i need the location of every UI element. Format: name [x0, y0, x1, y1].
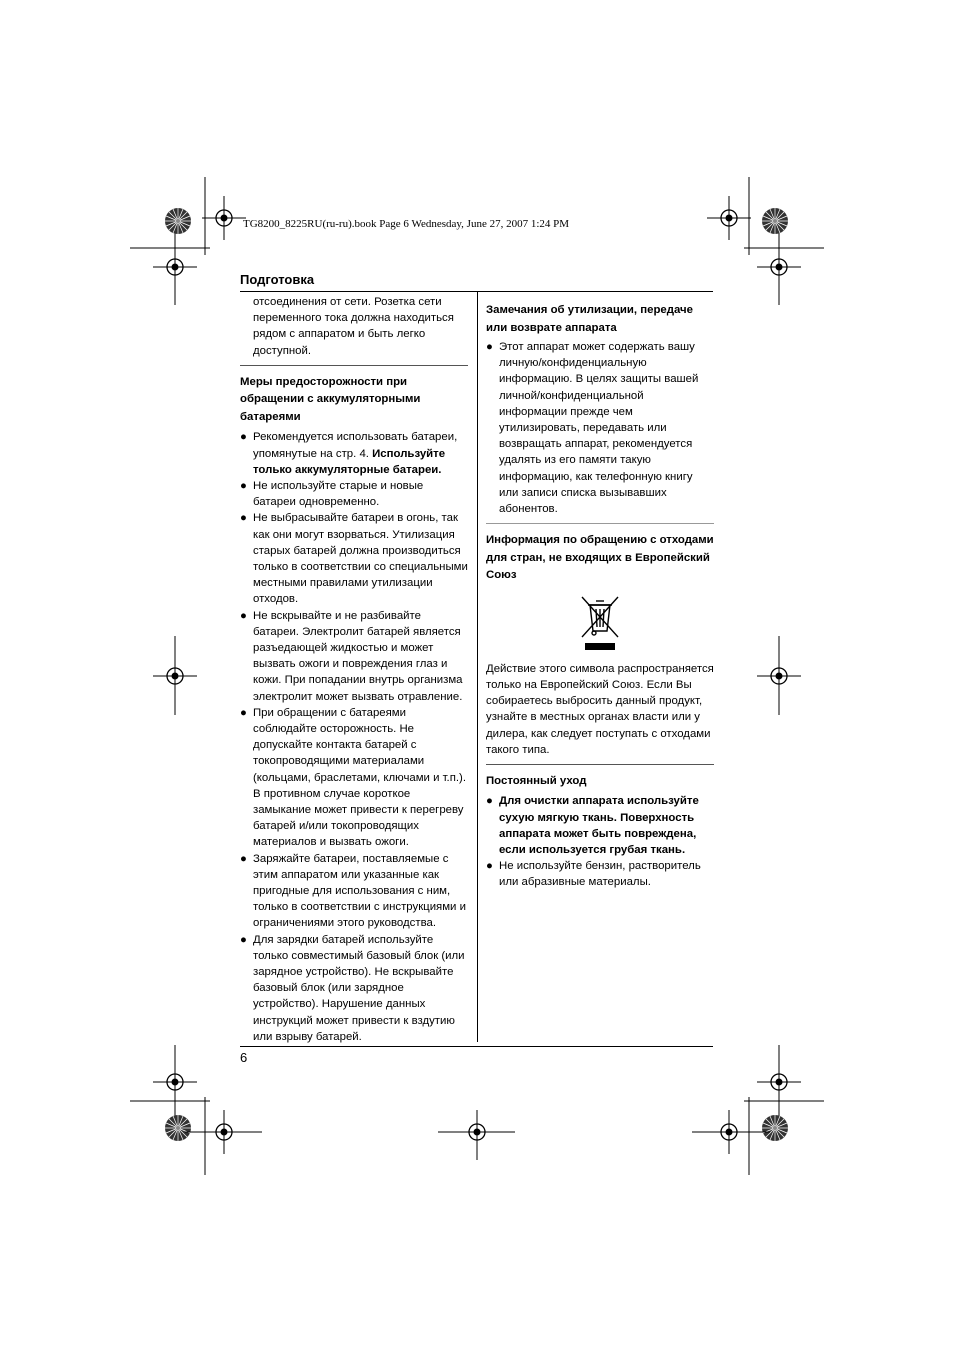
- battery-bullet: [240, 429, 468, 478]
- bullet-text: Не выбрасывайте батареи в огонь, так как они могут взорваться. Утилизация старых батарей должна производиться только в соответствии со специальными местными правилами утилизации отходов.: [253, 512, 468, 606]
- bullet-text: Для зарядки батарей используйте только совместимый базовый блок (или зарядное устройство). Не вскрывайте базовый блок (или зарядное устройство). Нарушение данных инструкций может привести к вздутию или взрыву батарей.: [253, 933, 465, 1043]
- waste-heading: Информация по обращению с отходами для стран, не входящих в Европейский Союз: [486, 534, 714, 582]
- intro-text: отсоединения от сети. Розетка сети переменного тока должна находиться рядом с аппаратом и быть легко доступной.: [253, 296, 454, 357]
- battery-bullet: [240, 851, 468, 932]
- column-divider: [477, 292, 478, 1042]
- bullet-bold-text: Используйте только аккумуляторные батареи.: [253, 447, 446, 476]
- bullet-text: Рекомендуется использовать батареи, упомянутые на стр. 4.: [253, 431, 458, 460]
- page-number: 6: [240, 1050, 248, 1065]
- footer-rule: [240, 1046, 713, 1047]
- bullet-icon: ●: [486, 341, 493, 353]
- bullet-icon: ●: [486, 795, 493, 808]
- left-column: [240, 294, 468, 1045]
- file-header: TG8200_8225RU(ru-ru).book Page 6 Wednesday, June 27, 2007 1:24 PM: [243, 218, 570, 230]
- bullet-icon: ●: [240, 933, 247, 946]
- disposal-bullet: [486, 339, 714, 517]
- bullet-icon: ●: [240, 512, 247, 525]
- bullet-text: Заряжайте батареи, поставляемые с этим аппаратом или указанные как пригодные для использования с ним, только в соответствии с инструкциями и ограничениями этого руководства.: [253, 852, 466, 930]
- bullet-text: Не используйте бензин, растворитель или абразивные материалы.: [499, 860, 701, 889]
- section-rule: [486, 523, 714, 524]
- bullet-icon: ●: [240, 479, 247, 492]
- care-bullet: [486, 793, 714, 858]
- bullet-bold-text: Для очистки аппарата используйте сухую мягкую ткань. Поверхность аппарата может быть повреждена, если используется грубая ткань.: [499, 795, 699, 857]
- battery-bullet: [240, 705, 468, 851]
- crossed-out-wheelie-bin-icon: [580, 595, 620, 653]
- battery-bullet: [240, 608, 468, 705]
- bullet-text: Не используйте старые и новые батареи одновременно.: [253, 479, 424, 509]
- bullet-icon: ●: [240, 431, 247, 444]
- waste-text: Действие этого символа распространяется только на Европейский Союз. Если Вы собираетесь выбросить данный продукт, узнайте в местных органах власти или у дилера, как следует поступать с отходами такого типа.: [486, 662, 714, 756]
- battery-bullet: [240, 510, 468, 607]
- bullet-text: Не вскрывайте и не разбивайте батареи. Электролит батарей является разъедающей жидкостью и может вызвать ожоги и повреждения глаз и кожи. При попадании внутрь организма электролит может вызвать отравление.: [253, 609, 463, 703]
- battery-heading: Меры предосторожности при обращении с аккумуляторными батареями: [240, 375, 421, 423]
- care-bullet: [486, 858, 714, 890]
- waste-icon-area: [486, 585, 714, 661]
- care-heading: Постоянный уход: [486, 774, 587, 787]
- section-title: Подготовка: [240, 272, 315, 287]
- section-rule: [486, 764, 714, 765]
- bullet-text: Этот аппарат может содержать вашу личную/конфиденциальную информацию. В целях защиты вашей личной/конфиденциальной информации прежде чем утилизировать, передавать или возвращать аппарат, рекомендуется удалять из его памяти такую информацию, как телефонную книгу или записи списка вызывавших абонентов.: [499, 341, 699, 516]
- bullet-icon: ●: [240, 706, 247, 719]
- bullet-icon: ●: [240, 852, 247, 865]
- bullet-icon: ●: [486, 860, 493, 873]
- bullet-text: При обращении с батареями соблюдайте осторожность. Не допускайте контакта батарей с токопроводящими материалами (кольцами, браслетами, ключами и т.п.). В противном случае короткое замыкание может привести к перегреву батарей и/или токопроводящих материалов и вызвать ожоги.: [253, 706, 467, 849]
- section-rule: [240, 365, 468, 366]
- bullet-icon: ●: [240, 609, 247, 622]
- battery-bullet: [240, 932, 468, 1045]
- disposal-heading: Замечания об утилизации, передаче или возврате аппарата: [486, 304, 693, 334]
- right-column: [486, 302, 714, 891]
- battery-bullet: [240, 478, 468, 510]
